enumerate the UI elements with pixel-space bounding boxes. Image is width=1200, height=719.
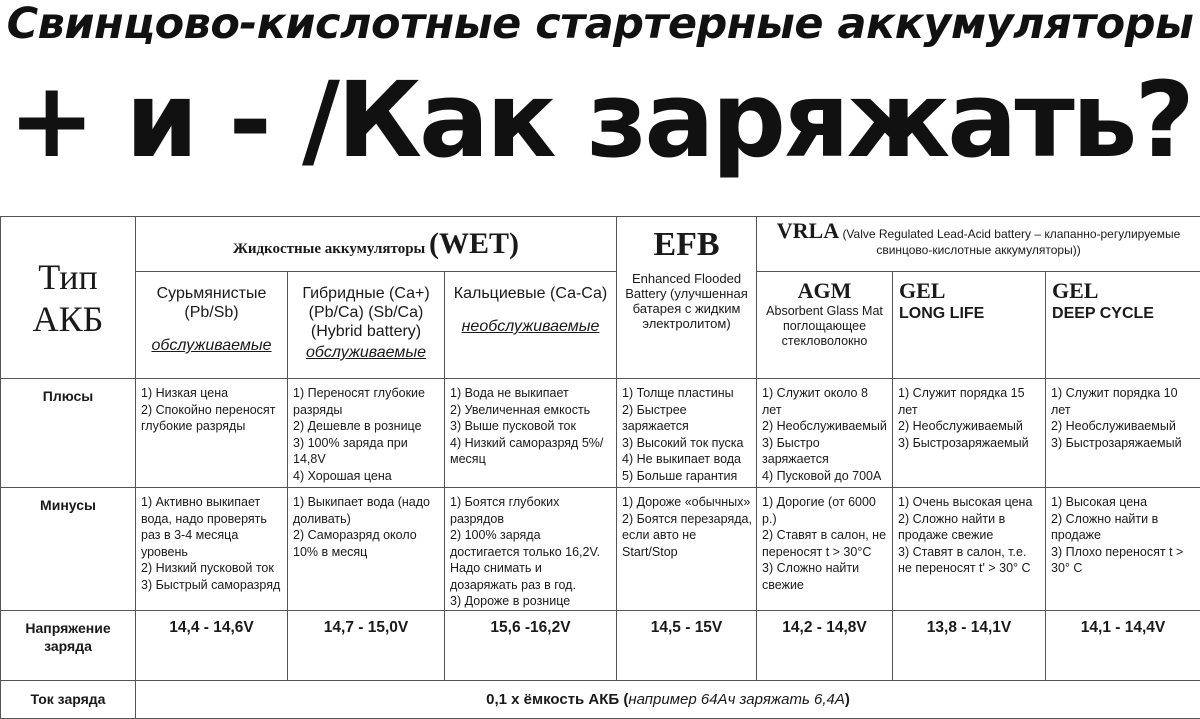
list-item: 1) Служит порядка 15 лет [898,385,1041,418]
minuses-sb [136,488,288,611]
minuses-gel-deep-cycle [1046,488,1200,611]
list-item: 4) Хорошая цена [293,468,440,485]
list-item: 1) Низкая цена [141,385,283,402]
current-example: например 64Ач заряжать 6,4А [628,691,845,708]
voltage-efb: 14,5 - 15V [617,610,757,680]
agm-title: AGM [757,278,892,304]
voltage-gel-long-life: 13,8 - 14,1V [893,610,1046,680]
list-item: 3) Быстро заряжается [762,435,888,468]
sb-header-cell [136,272,288,379]
current-main: 0,1 х ёмкость АКБ ( [486,691,628,708]
list-item: 1) Выкипает вода (надо доливать) [293,494,440,527]
list-item: 2) Дешевле в рознице [293,418,440,435]
vrla-group-header [757,217,1200,272]
list-item: 2) Быстрее заряжается [622,402,752,435]
list-item: 3) Быстрый саморазряд [141,577,283,594]
type-header-cell: Тип АКБ [1,217,136,379]
hybrid-note: обслуживаемые [288,343,444,362]
gel-long-life-subtitle: LONG LIFE [899,304,1039,324]
list-item: 2) Низкий пусковой ток [141,560,283,577]
voltage-hybrid: 14,7 - 15,0V [288,610,445,680]
minuses-ca [445,488,617,611]
sb-note: обслуживаемые [136,336,287,355]
list-item: 1) Активно выкипает вода, надо проверять раз в 3-4 месяца уровень [141,494,283,560]
list-item: 2) Необслуживаемый [762,418,888,435]
minuses-hybrid [288,488,445,611]
list-item: 3) Быстрозаряжаемый [898,435,1041,452]
list-item: 1) Высокая цена [1051,494,1196,511]
pluses-row [1,379,1200,488]
list-item: 2) Ставят в салон, не переносят t > 30°С [762,527,888,560]
title-line-1: Свинцово-кислотные стартерные аккумуляторы [0,0,1200,48]
ca-name: Кальциевые (Са-Са) [454,285,607,302]
pluses-gel-long-life [893,379,1046,488]
gel-deep-cycle-header-cell [1046,272,1200,379]
current-label: Ток заряда [1,680,136,718]
gel-deep-cycle-title: GEL [1052,278,1194,304]
pluses-sb [136,379,288,488]
agm-description: Absorbent Glass Mat поглощающее стекловолокно [766,304,883,348]
list-item: 3) Сложно найти свежие [762,560,888,593]
list-item: 4) Не выкипает вода [622,451,752,468]
minuses-agm [757,488,893,611]
wet-group-label: Жидкостные аккумуляторы [233,241,425,257]
voltage-row [1,610,1200,680]
list-item: 1) Боятся глубоких разрядов [450,494,612,527]
efb-description: Enhanced Flooded Battery (улучшенная батарея с жидким электролитом) [617,271,756,331]
hybrid-name: Гибридные (Са+) (Pb/Ca) (Sb/Ca) (Hybrid battery) [302,285,429,340]
list-item: 2) 100% заряда достигается только 16,2V. Надо снимать и дозаряжать раз в год. [450,527,612,593]
list-item: 4) Пусковой до 700А [762,468,888,485]
list-item: 3) 100% заряда при 14,8V [293,435,440,468]
list-item: 1) Толще пластины [622,385,752,402]
list-item: 1) Служит около 8 лет [762,385,888,418]
list-item: 3) Ставят в салон, т.е. не переносят t' > 30° С [898,544,1041,577]
gel-long-life-title: GEL [899,278,1039,304]
pluses-hybrid [288,379,445,488]
list-item: 2) Необслуживаемый [1051,418,1196,435]
voltage-ca: 15,6 -16,2V [445,610,617,680]
list-item: 1) Служит порядка 10 лет [1051,385,1196,418]
minuses-label: Минусы [1,488,136,611]
list-item: 2) Увеличенная емкость [450,402,612,419]
voltage-sb: 14,4 - 14,6V [136,610,288,680]
current-row [1,680,1200,718]
minuses-gel-long-life [893,488,1046,611]
list-item: 3) Плохо переносят t > 30° С [1051,544,1196,577]
efb-header-cell [617,217,757,379]
header-row-groups [1,217,1200,272]
efb-title: EFB [617,225,756,265]
vrla-title: VRLA [777,218,839,243]
agm-header-cell [757,272,893,379]
ca-header-cell [445,272,617,379]
list-item: 2) Спокойно переносят глубокие разряды [141,402,283,435]
list-item: 1) Дороже «обычных» [622,494,752,511]
pluses-agm [757,379,893,488]
list-item: 2) Сложно найти в продаже [1051,511,1196,544]
pluses-ca [445,379,617,488]
pluses-gel-deep-cycle [1046,379,1200,488]
battery-comparison-table [0,216,1200,719]
list-item: 2) Необслуживаемый [898,418,1041,435]
ca-note: необслуживаемые [445,317,616,336]
gel-deep-cycle-subtitle: DEEP CYCLE [1052,304,1194,324]
current-close: ) [845,691,850,708]
list-item: 5) Больше гарантия [622,468,752,485]
vrla-description: (Valve Regulated Lead-Acid battery – клапанно-регулируемые свинцово-кислотные аккумуляторы)) [842,227,1180,257]
list-item: 2) Сложно найти в продаже свежие [898,511,1041,544]
list-item: 1) Вода не выкипает [450,385,612,402]
list-item: 3) Выше пусковой ток [450,418,612,435]
voltage-gel-deep-cycle: 14,1 - 14,4V [1046,610,1200,680]
current-value [136,680,1200,718]
hybrid-header-cell [288,272,445,379]
wet-group-header [136,217,617,272]
list-item: 1) Переносят глубокие разряды [293,385,440,418]
sb-name: Сурьмянистые (Pb/Sb) [157,285,267,321]
voltage-agm: 14,2 - 14,8V [757,610,893,680]
list-item: 1) Очень высокая цена [898,494,1041,511]
list-item: 1) Дорогие (от 6000 р.) [762,494,888,527]
list-item: 3) Дороже в рознице [450,593,612,610]
pluses-efb [617,379,757,488]
list-item: 2) Саморазряд около 10% в месяц [293,527,440,560]
list-item: 2) Боятся перезаряда, если авто не Start/Stop [622,511,752,561]
pluses-label: Плюсы [1,379,136,488]
list-item: 3) Высокий ток пуска [622,435,752,452]
title-line-2: + и - /Как заряжать? [0,60,1200,180]
list-item: 3) Быстрозаряжаемый [1051,435,1196,452]
minuses-row [1,488,1200,611]
wet-group-abbr: (WET) [429,227,519,260]
gel-long-life-header-cell [893,272,1046,379]
voltage-label: Напряжение заряда [1,610,136,680]
header-row-types [1,272,1200,379]
minuses-efb [617,488,757,611]
list-item: 4) Низкий саморазряд 5%/месяц [450,435,612,468]
